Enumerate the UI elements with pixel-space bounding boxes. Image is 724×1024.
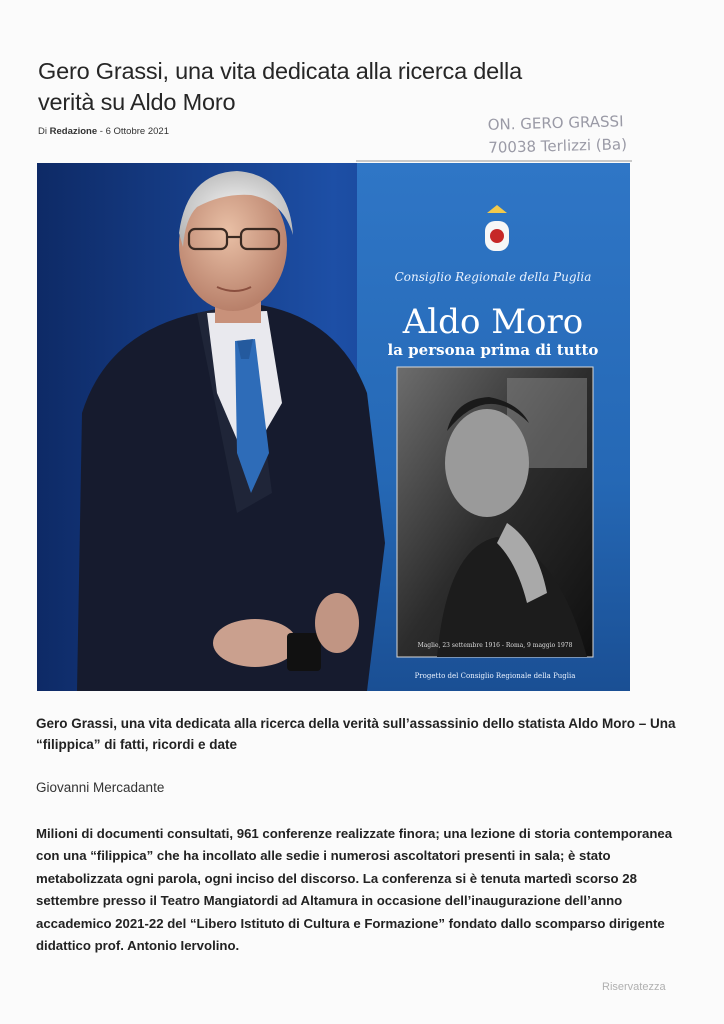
banner-subtitle: la persona prima di tutto: [387, 341, 599, 359]
article-author: Giovanni Mercadante: [36, 780, 165, 795]
privacy-link[interactable]: Riservatezza: [602, 981, 666, 993]
article-photo: [37, 163, 630, 691]
article-title: Gero Grassi, una vita dedicata alla ricerca della verità su Aldo Moro: [38, 58, 522, 115]
banner-title: Aldo Moro: [402, 302, 584, 342]
banner-footer: Progetto del Consiglio Regionale della Puglia: [414, 672, 576, 680]
moro-portrait: [397, 367, 593, 657]
byline-date: 6 Ottobre 2021: [105, 126, 169, 137]
regional-emblem-icon: [485, 205, 509, 251]
divider: [356, 160, 632, 162]
byline-prefix: Di: [38, 126, 47, 137]
byline-author[interactable]: Redazione: [49, 126, 98, 137]
stamp-line-2: 70038 Terlizzi (Ba): [488, 135, 628, 157]
byline: [38, 126, 169, 137]
article-body: Milioni di documenti consultati, 961 conferenze realizzate finora; una lezione di storia contemporanea con una “filippica” che ha incollato alle sedie i numerosi ascoltatori presenti in sala; è stato metabolizzata ogni parola, ogni inciso del discorso. La conferenza si è tenuta martedì scorso 28 settembre presso il Teatro Mangiatordi ad Altamura in occasione dell’inaugurazione dell’anno accademico 2021-22 del “Libero Istituto di Cultura e Formazione” fondato dallo scomparso dirigente didattico prof. Antonio Iervolino.: [36, 826, 673, 954]
photo-caption: Gero Grassi, una vita dedicata alla ricerca della verità sull’assassinio dello statista Aldo Moro – Una “filippica” di fatti, ricordi e date: [36, 716, 676, 752]
ink-stamp: [487, 110, 627, 160]
stamp-line-1: ON. GERO GRASSI: [487, 112, 624, 134]
portrait-dates: Maglie, 23 settembre 1916 - Roma, 9 maggio 1978: [417, 642, 573, 649]
banner-institution: Consiglio Regionale della Puglia: [394, 270, 592, 284]
byline-separator: -: [99, 126, 103, 137]
